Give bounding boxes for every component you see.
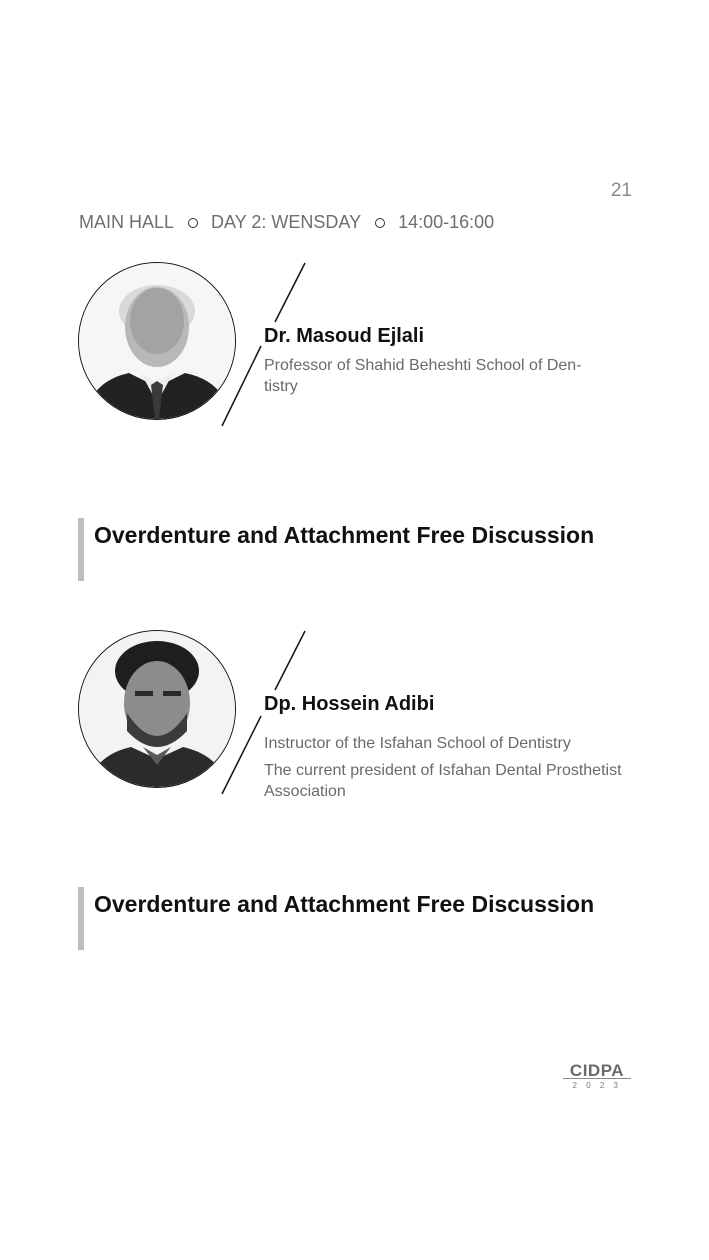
topic-accent-bar xyxy=(78,887,84,950)
day-label: DAY 2: WENSDAY xyxy=(211,212,362,232)
speaker-name: Dp. Hossein Adibi xyxy=(264,693,435,715)
page-number: 21 xyxy=(610,180,632,201)
speaker-role: Instructor of the Isfahan School of Dentistry xyxy=(264,735,571,752)
topic-title: Overdenture and Attachment Free Discussion xyxy=(94,891,595,917)
hall-label: MAIN HALL xyxy=(79,212,175,232)
topic-accent-bar xyxy=(78,518,84,581)
logo-text: CIDPA xyxy=(569,1061,625,1080)
separator-circle-icon xyxy=(188,218,198,228)
time-label: 14:00-16:00 xyxy=(398,212,495,232)
logo-year: 2 0 2 3 xyxy=(572,1081,622,1090)
speaker-photo xyxy=(78,262,236,420)
speaker-photo xyxy=(78,630,236,788)
speaker-role: Professor of Shahid Beheshti School of Den- tistry xyxy=(264,357,582,395)
cidpa-logo xyxy=(562,1060,632,1090)
session-info-bar xyxy=(79,212,494,233)
topic-title: Overdenture and Attachment Free Discussion xyxy=(94,522,595,548)
speaker-name: Dr. Masoud Ejlali xyxy=(264,325,425,347)
speaker-role: The current president of Isfahan Dental Prosthetist Association xyxy=(264,762,622,800)
separator-circle-icon xyxy=(375,218,385,228)
